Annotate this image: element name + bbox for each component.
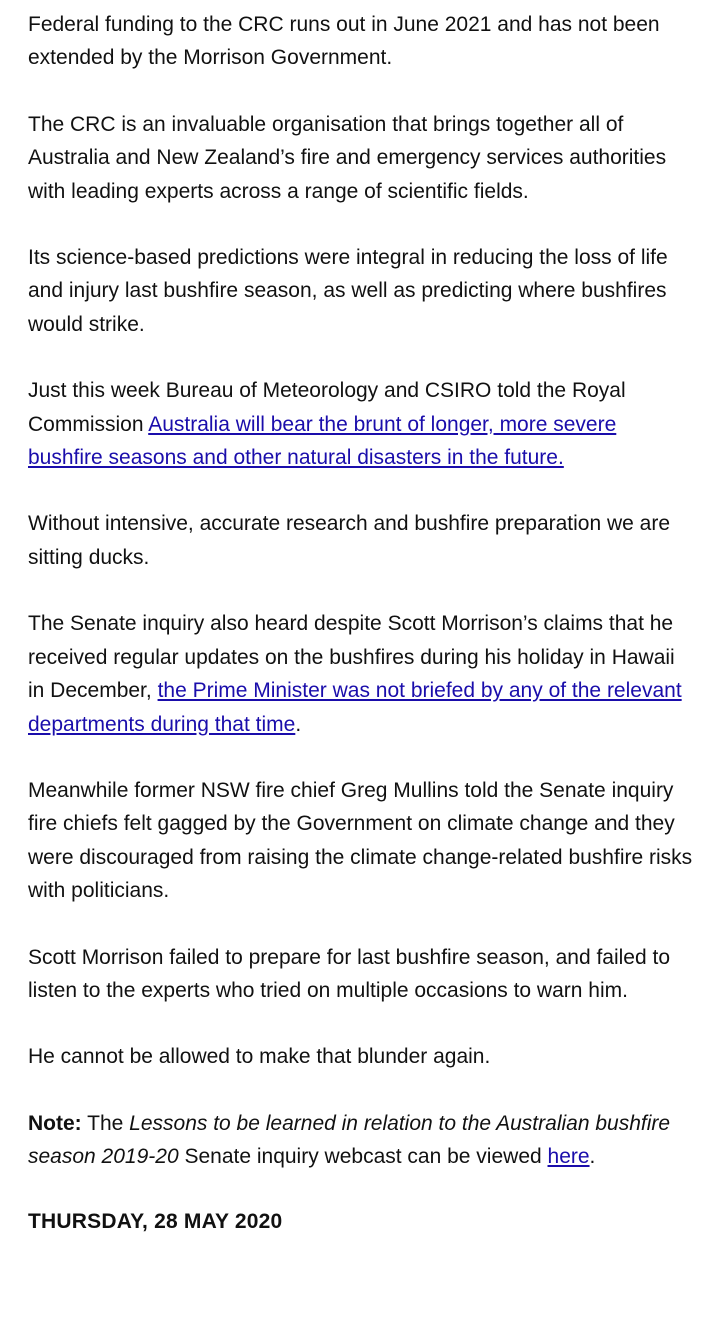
note-label: Note:	[28, 1111, 82, 1135]
paragraph-senate-inquiry	[28, 607, 694, 741]
senate-inquiry-period: .	[295, 712, 302, 736]
note-end: .	[589, 1145, 596, 1169]
senate-inquiry-text: The Senate inquiry also heard despite Scott Morrison’s claims that he received regular updates on the bushfires during his holiday in Hawaii in December,	[28, 612, 675, 703]
note-paragraph	[28, 1107, 694, 1174]
prime-minister-briefing-link[interactable]: the Prime Minister was not briefed by any of the relevant departments during that time	[28, 679, 682, 736]
paragraph-greg-mullins: Meanwhile former NSW fire chief Greg Mullins told the Senate inquiry fire chiefs felt gagged by the Government on climate change and they were discouraged from raising the climate change-related bushfire risks with politicians.	[28, 778, 693, 903]
date-heading: THURSDAY, 28 MAY 2020	[28, 1209, 283, 1233]
paragraph-royal-commission	[28, 374, 694, 474]
paragraph-sitting-ducks: Without intensive, accurate research and bushfire preparation we are sitting ducks.	[28, 512, 671, 569]
paragraph-blunder: He cannot be allowed to make that blunder again.	[28, 1045, 491, 1069]
royal-commission-link[interactable]: Australia will bear the brunt of longer, more severe bushfire seasons and other natural disasters in the future.	[28, 412, 617, 470]
note-text-before: The	[81, 1111, 130, 1135]
note-text-after: Senate inquiry webcast can be viewed	[178, 1145, 548, 1169]
note-inquiry-title: Lessons to be learned in relation to the Australian bushfire season 2019-20	[28, 1111, 671, 1169]
paragraph-crc-description: The CRC is an invaluable organisation that brings together all of Australia and New Zealand’s fire and emergency services authorities with leading experts across a range of scientific fields.	[28, 112, 667, 203]
webcast-here-link[interactable]: here	[547, 1145, 590, 1169]
paragraph-failed-to-prepare: Scott Morrison failed to prepare for last bushfire season, and failed to listen to the experts who tried on multiple occasions to warn him.	[28, 945, 671, 1002]
paragraph-predictions: Its science-based predictions were integral in reducing the loss of life and injury last bushfire season, as well as predicting where bushfires would strike.	[28, 246, 668, 336]
royal-commission-text: Just this week Bureau of Meteorology and CSIRO told the Royal Commission	[28, 379, 626, 436]
paragraph-funding: Federal funding to the CRC runs out in June 2021 and has not been extended by the Morrison Government.	[28, 13, 660, 70]
